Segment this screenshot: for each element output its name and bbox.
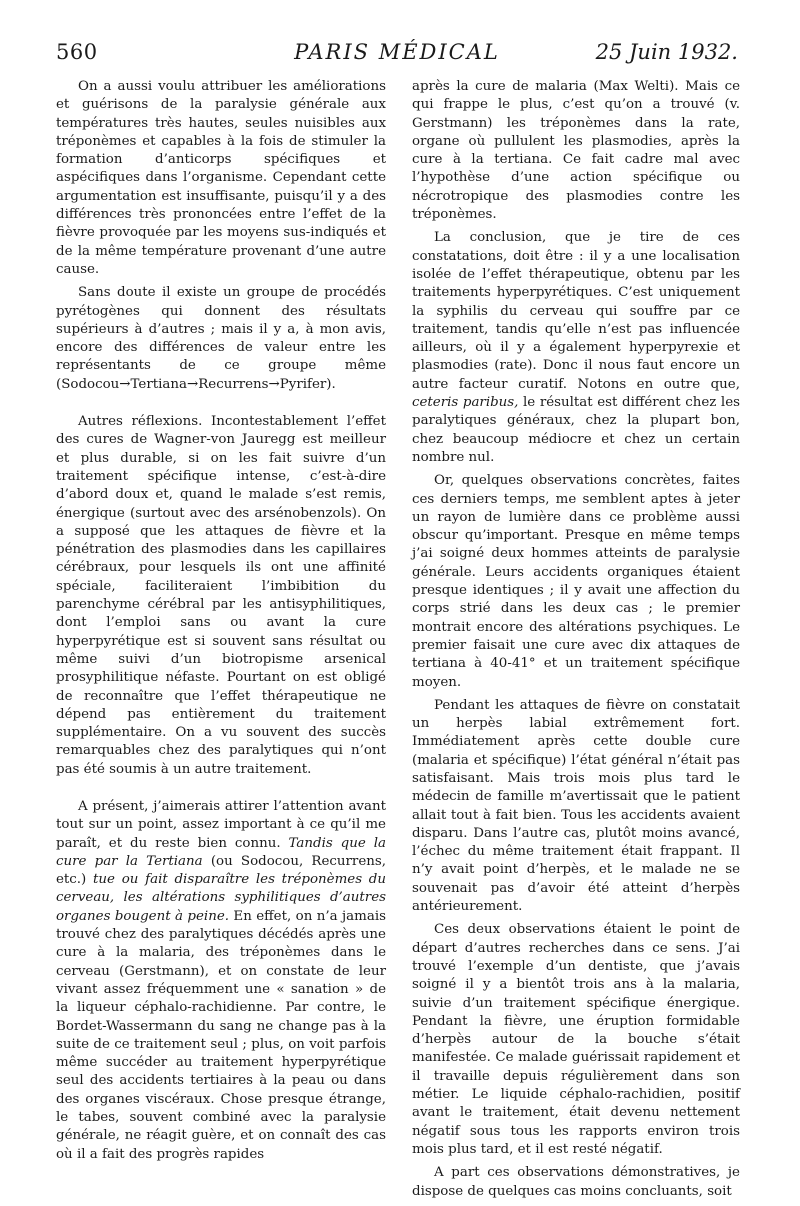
emphasis-text: Tandis que la cure par la Tertiana [56, 835, 386, 869]
issue-date: 25 Juin 1932. [595, 40, 738, 64]
paragraph-text: En effet, on n’a jamais trouvé chez des paralytiques décédés après une cure à la malaria, des tréponèmes dans le cerveau (Gerstmann), et on constate de leur vivant assez fréquemment une « sanation » de la liqueur céphalo-rachidienne. Par contre, le Bordet-Wassermann du sang ne change pas à la suite de ce traitement seul ; plus, on voit parfois même succéder au traitement hyperpyrétique seul des accidents tertiaires à la peau ou dans des organes viscéraux. Chose presque étrange, le tabes, souvent combiné avec la paralysie générale, ne réagit guère, et on connaît des cas où il a fait des progrès rapides [56, 908, 386, 1162]
left-column [56, 78, 386, 1169]
paragraph: Or, quelques observations concrètes, faites ces derniers temps, me semblent aptes à jeter un rayon de lumière dans ce problème aussi obscur qu’important. Presque en même temps j’ai soigné deux hommes atteints de paralysie générale. Leurs accidents organiques étaient presque identiques ; il y avait une affection du corps strié dans les deux cas ; le premier montrait encore des altérations psychiques. Le premier faisait une cure avec dix attaques de tertiana à 40-41° et un traitement spécifique moyen. [412, 473, 740, 690]
paragraph-text: A présent, j’aimerais attirer l’attention avant tout sur un point, assez important à ce qu’il me paraît, et du reste bien connu. [56, 798, 386, 851]
paragraph-text: La conclusion, que je tire de ces constatations, doit être : il y a une localisation isolée de l’effet thérapeutique, obtenu par les traitements hyperpyrétiques. C’est uniquement la syphilis du cerveau qui souffre par ce traitement, tandis qu’elle n’est pas influencée ailleurs, où il y a également hyperpyrexie et plasmodies (rate). Donc il nous faut encore un autre facteur curatif. Notons en outre que, [412, 230, 740, 392]
paragraph [412, 229, 740, 467]
right-column [412, 78, 740, 1206]
paragraph: On a aussi voulu attribuer les améliorations et guérisons de la paralysie générale aux températures très hautes, seules nuisibles aux tréponèmes et capables à la fois de stimuler la formation d’anticorps spécifiques et aspécifiques dans l’organisme. Cependant cette argumentation est insuffisante, puisqu’il y a des différences très prononcées entre l’effet de la fièvre provoquée par les moyens sus-indiqués et de la même température provenant d’une autre cause. [56, 79, 386, 277]
emphasis-text: tue ou fait disparaître les tréponèmes du cerveau, les altérations syphilitiques d’autres organes bougent à peine. [56, 872, 386, 924]
paragraph-text: (ou Sodocou, Recurrens, etc.) [56, 853, 386, 888]
paragraph: Sans doute il existe un groupe de procédés pyrétogènes qui donnent des résultats supérieurs à d’autres ; mais il y a, à mon avis, encore des différences de valeur entre les représentants de ce groupe même (Sodocou→Tertiana→Recurrens→Pyrifer). [56, 285, 386, 392]
page-header [56, 40, 738, 74]
journal-title: PARIS MÉDICAL [294, 40, 500, 64]
page-number: 560 [56, 40, 98, 64]
paragraph: après la cure de malaria (Max Welti). Mais ce qui frappe le plus, c’est qu’on a trouvé (v. Gerstmann) les tréponèmes dans la rate, organe où pullulent les plasmodies, après la cure à la tertiana. Ce fait cadre mal avec l’hypothèse d’une action spécifique ou nécrotropique des plasmodies contre les tréponèmes. [412, 79, 740, 223]
paragraph-text: le résultat est différent chez les paralytiques généraux, chez la plupart bon, chez beaucoup médiocre et chez un certain nombre nul. [412, 395, 740, 465]
paragraph: Ces deux observations étaient le point de départ d’autres recherches dans ce sens. J’ai trouvé l’exemple d’un dentiste, que j’avais soigné il y a bientôt trois ans à la malaria, suivie d’un traitement spécifique énergique. Pendant la fièvre, une éruption formidable d’herpès autour de la bouche s’était manifestée. Ce malade guérissait rapidement et il travaille depuis régulièrement dans son métier. Le liquide céphalo-rachidien, positif avant le traitement, était devenu nettement négatif sous tous les rapports environ trois mois plus tard, et il est resté négatif. [412, 922, 740, 1157]
paragraph [56, 798, 386, 1164]
emphasis-text: ceteris paribus, [412, 395, 519, 411]
paragraph: Pendant les attaques de fièvre on constatait un herpès labial extrêmement fort. Immédiatement après cette double cure (malaria et spécifique) l’état général n’était pas satisfaisant. Mais trois mois plus tard le médecin de famille m’avertissait que le patient allait tout à fait bien. Tous les accidents avaient disparu. Dans l’autre cas, plutôt moins avancé, l’échec du même traitement était frappant. Il n’y avait point d’herpès, et le malade ne se souvenait pas d’avoir été atteint d’herpès antérieurement. [412, 697, 740, 915]
paragraph: Autres réflexions. Incontestablement l’effet des cures de Wagner-von Jauregg est meilleur et plus durable, si on les fait suivre d’un traitement spécifique intense, c’est-à-dire d’abord doux et, quand le malade s’est remis, énergique (surtout avec des arsénobenzols). On a supposé que les attaques de fièvre et la pénétration des plasmodies dans les capillaires cérébraux, pour lesquels ils ont une affinité spéciale, faciliteraient l’imbibition du parenchyme cérébral par les antisyphilitiques, dont l’emploi sans ou avant la cure hyperpyrétique est si souvent sans résultat ou même suivi d’un biotropisme arsenical prosyphilitique néfaste. Pourtant on est obligé de reconnaître que l’effet thérapeutique ne dépend pas entièrement du traitement supplémentaire. On a vu souvent des succès remarquables chez des paralytiques qui n’ont pas été soumis à un autre traitement. [56, 414, 386, 777]
paragraph: A part ces observations démonstratives, je dispose de quelques cas moins concluants, soit [412, 1165, 740, 1199]
